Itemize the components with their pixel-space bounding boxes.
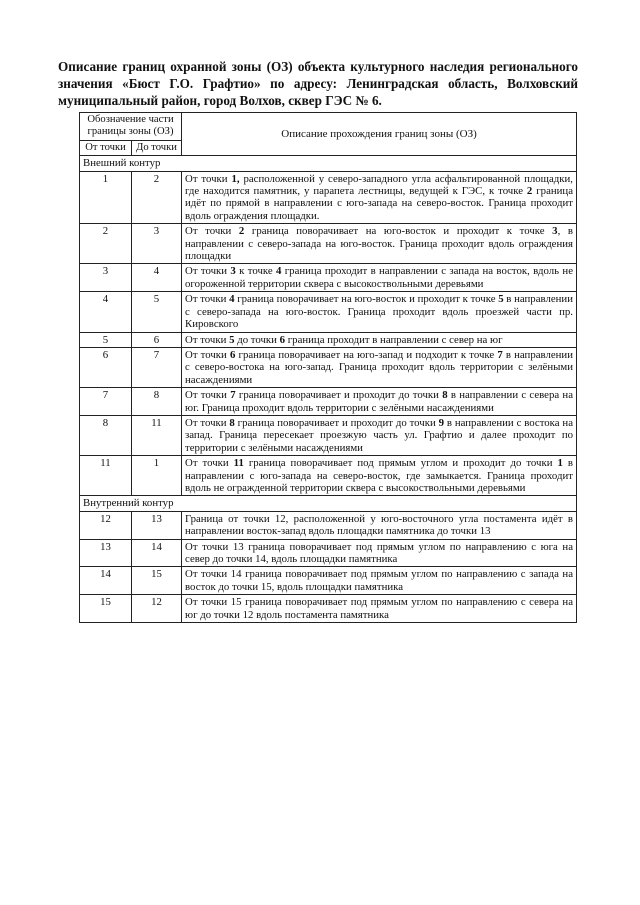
description-text: От точки 14 граница поворачивает под прямым углом по направлению с запада на восток до точки 15, вдоль площадки памятника [185,568,573,593]
point-number: 2 [526,185,533,198]
from-point: 3 [80,264,132,292]
point-number: 4 [229,293,235,306]
description-text: От точки 15 граница поворачивает под прямым углом по направлению с севера на юг до точки 12 вдоль постамента памятника [185,596,573,621]
description-text: граница поворачивает и проходит до точки [235,389,443,402]
to-point: 14 [132,539,182,567]
from-point: 5 [80,332,132,347]
description-text: граница проходит в направлении с запада на восток, вдоль не огороженной территории сквера с высокоствольными деревьями [185,265,573,290]
section-row [80,496,577,511]
boundary-description [182,224,577,264]
description-text: , в направлении с северо-запада на юго-восток. Граница проходит вдоль ограждения площадки [185,225,573,263]
point-number: 5 [229,333,235,346]
description-text: к точке [235,265,276,278]
point-number: 1 [557,457,563,470]
description-text: От точки [185,293,230,306]
description-text: От точки [185,225,239,238]
boundary-description [182,567,577,595]
point-number: 3 [230,265,236,278]
point-number: 11 [233,457,244,470]
table-row [80,415,577,455]
boundary-description [182,539,577,567]
table-row [80,332,577,347]
description-text: От точки [185,348,230,361]
section-title: Внешний контур [80,156,577,171]
to-point: 6 [132,332,182,347]
to-point: 4 [132,264,182,292]
description-text: От точки [185,333,230,346]
to-point: 1 [132,456,182,496]
from-point: 2 [80,224,132,264]
to-point: 7 [132,347,182,387]
table-row [80,347,577,387]
description-text: в направлении с юго-запада на северо-восток, где замыкается. Граница проходит вдоль не огражденной территории сквера с высокоствольными деревьями [185,457,573,494]
from-point: 14 [80,567,132,595]
description-text: граница идёт по прямой в направлении с юго-запада на северо-восток. Граница проходит вдоль ограждения площадки. [185,185,573,222]
description-text: От точки 13 граница поворачивает под прямым углом по направлению с юга на север до точки 14, вдоль площадки памятника [185,540,573,565]
to-point: 8 [132,388,182,416]
boundary-description [182,264,577,292]
description-text: граница поворачивает на юго-восток и проходит к точке [234,293,499,306]
description-text: в направлении с севера на юг. Граница проходит вдоль территории с зелёными насаждениями [185,389,573,414]
description-text: От точки [185,265,231,278]
point-number: 6 [279,333,286,346]
table-row [80,171,577,224]
description-text: Граница от точки 12, расположенной у юго-восточного угла постамента идёт в направлении восток-запад вдоль площадки памятника до точки 13 [185,512,573,538]
section-title: Внутренний контур [80,496,577,511]
to-point: 12 [132,595,182,623]
to-point: 11 [132,415,182,455]
header-from: От точки [80,140,132,155]
from-point: 6 [80,347,132,387]
boundary-description [182,171,577,224]
from-point: 12 [80,511,132,539]
table-row [80,224,577,264]
point-number: 2 [238,225,245,238]
point-number: 4 [276,265,282,278]
description-text: в направлении с северо-востока на юго-запад. Граница проходит вдоль территории с зелёными насаждениями [185,348,573,386]
from-point: 8 [80,415,132,455]
point-number: 7 [497,348,503,361]
description-text: в направлении с востока на запад. Граница пересекает проезжую часть ул. Графтио и далее проходит по территории с зелёными насаждениями [185,416,573,454]
boundary-description [182,415,577,455]
table-row [80,539,577,567]
header-row [80,113,577,141]
description-text: в направлении с северо-запада на юго-восток. Граница проходит вдоль проезжей части пр. Кировского [185,293,573,331]
point-number: 5 [498,293,504,306]
description-text: От точки [185,457,234,470]
to-point: 13 [132,511,182,539]
description-text: граница поворачивает и проходит до точки [234,416,439,429]
description-text: От точки [185,172,232,185]
description-text: граница поворачивает на юго-запад и подходит к точке [235,348,498,361]
from-point: 13 [80,539,132,567]
point-number: 8 [442,389,448,402]
table-row [80,511,577,539]
point-number: 8 [229,416,235,429]
boundary-description [182,456,577,496]
table-row [80,388,577,416]
table-row [80,456,577,496]
boundary-description [182,595,577,623]
boundary-description [182,332,577,347]
table-row [80,292,577,332]
from-point: 4 [80,292,132,332]
document-title: Описание границ охранной зоны (ОЗ) объекта культурного наследия регионального значения «Бюст Г.О. Графтио» по адресу: Ленинградская область, Волховский муниципальный район, город Волхов, сквер ГЭС № 6. [58,59,578,108]
boundary-table [79,112,577,623]
from-point: 11 [80,456,132,496]
description-text: От точки [185,416,230,429]
section-row [80,156,577,171]
point-number: 1, [231,172,240,185]
point-number: 7 [230,389,236,402]
boundary-description [182,511,577,539]
point-number: 6 [229,348,236,361]
description-text: расположенной у северо-западного угла асфальтированной площадки, где находится памятник, у парапета лестницы, ведущей к ГЭС, к точке [185,172,573,198]
header-designation: Обозначение части границы зоны (ОЗ) [80,113,182,141]
from-point: 15 [80,595,132,623]
table-row [80,567,577,595]
description-text: граница проходит в направлении с север на юг [285,333,503,346]
point-number: 9 [438,416,445,429]
description-text: до точки [234,333,280,346]
from-point: 7 [80,388,132,416]
description-text: граница поворачивает под прямым углом и проходит до точки [243,457,558,470]
to-point: 2 [132,171,182,224]
point-number: 3 [552,225,558,238]
to-point: 3 [132,224,182,264]
header-to: До точки [132,140,182,155]
to-point: 15 [132,567,182,595]
table-row [80,595,577,623]
from-point: 1 [80,171,132,224]
boundary-description [182,347,577,387]
boundary-description [182,388,577,416]
to-point: 5 [132,292,182,332]
header-description: Описание прохождения границ зоны (ОЗ) [182,113,577,156]
table-body [80,156,577,623]
description-text: граница поворачивает на юго-восток и проходит к точке [244,225,553,238]
boundary-description [182,292,577,332]
table-row [80,264,577,292]
description-text: От точки [185,389,231,402]
